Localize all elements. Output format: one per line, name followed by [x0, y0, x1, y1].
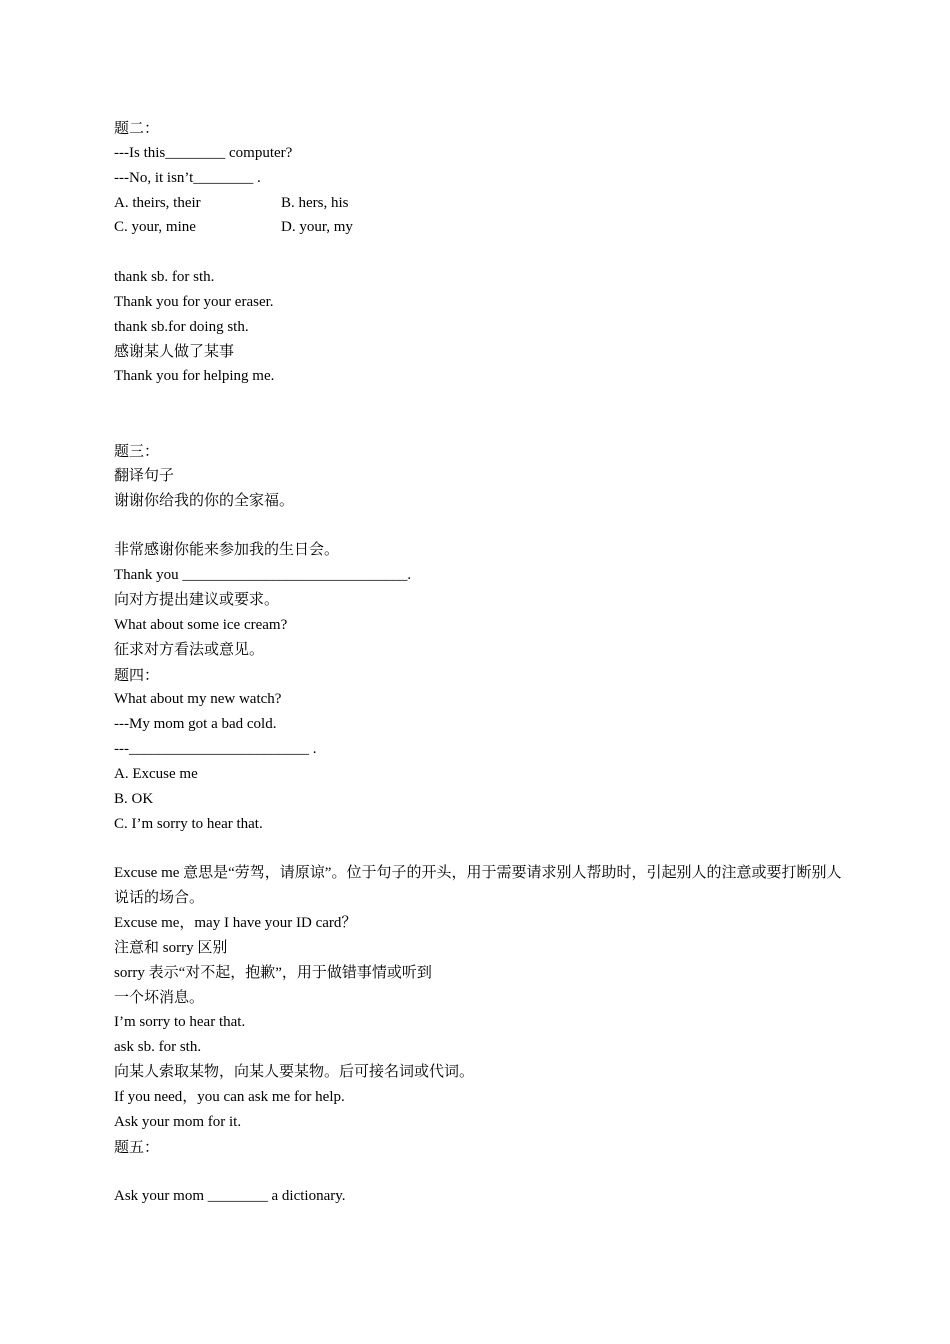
- document-body: [114, 116, 844, 1209]
- note-sorry-example: I’m sorry to hear that.: [114, 1014, 246, 1031]
- question-4-line-3: ---________________________ .: [114, 741, 317, 758]
- note-sorry-meaning-cont: 一个坏消息。: [114, 989, 205, 1006]
- question-3-title: 题三：: [114, 441, 160, 460]
- question-5-line-1: Ask your mom ________ a dictionary.: [114, 1188, 346, 1205]
- note-example-helping: Thank you for helping me.: [114, 368, 275, 385]
- note-ask-meaning: 向某人索取某物，向某人要某物。后可接名词或代词。: [114, 1064, 475, 1081]
- note-chinese-meaning: 感谢某人做了某事: [114, 343, 235, 360]
- question-4-option-c: C. I’m sorry to hear that.: [114, 815, 263, 832]
- note-sorry-meaning: sorry 表示“对不起，抱歉”，用于做错事情或听到: [114, 964, 432, 981]
- question-4-title: 题四：: [114, 665, 160, 684]
- question-3-answer-line: Thank you ______________________________.: [114, 567, 412, 584]
- question-2-line-2: ---No, it isn’t________ .: [114, 169, 261, 186]
- question-2-option-d: D. your, my: [281, 219, 353, 236]
- note-thank-for-doing: thank sb.for doing sth.: [114, 318, 249, 335]
- question-4-line-1: What about my new watch?: [114, 691, 282, 708]
- spacer: [114, 240, 844, 265]
- question-2-option-a: A. theirs, their: [114, 194, 201, 211]
- spacer: [114, 514, 844, 539]
- spacer: [114, 836, 844, 861]
- question-3-note-opinion: 征求对方看法或意见。: [114, 641, 265, 658]
- question-4-line-2: ---My mom got a bad cold.: [114, 716, 277, 733]
- question-2-options-row-2: [114, 215, 844, 240]
- question-3-sentence-1: 谢谢你给我的你的全家福。: [114, 492, 295, 509]
- question-4-option-b: B. OK: [114, 790, 154, 807]
- question-3-instruction: 翻译句子: [114, 467, 175, 484]
- question-2-option-b: B. hers, his: [281, 194, 349, 211]
- question-3-example: What about some ice cream?: [114, 616, 288, 633]
- question-3-note-suggestion: 向对方提出建议或要求。: [114, 592, 280, 609]
- spacer: [114, 389, 844, 414]
- note-example-eraser: Thank you for your eraser.: [114, 293, 274, 310]
- question-2-line-1: ---Is this________ computer?: [114, 144, 293, 161]
- question-2-options-row-1: [114, 191, 844, 216]
- spacer: [114, 1159, 844, 1184]
- note-ask-for-sth: ask sb. for sth.: [114, 1039, 202, 1056]
- note-excuse-me-explanation: Excuse me 意思是“劳驾，请原谅”。位于句子的开头，用于需要请求别人帮助时，引起别人的注意或要打断别人说话的场合。: [114, 865, 842, 907]
- question-3-sentence-2: 非常感谢你能来参加我的生日会。: [114, 542, 340, 559]
- question-2-title: 题二：: [114, 119, 160, 137]
- question-4-option-a: A. Excuse me: [114, 765, 198, 782]
- question-2-option-c: C. your, mine: [114, 219, 196, 236]
- note-sorry-difference: 注意和 sorry 区别: [114, 939, 228, 956]
- spacer: [114, 414, 844, 439]
- note-ask-example-1: If you need，you can ask me for help.: [114, 1088, 345, 1105]
- note-ask-example-2: Ask your mom for it.: [114, 1113, 242, 1130]
- question-5-title: 题五：: [114, 1137, 160, 1156]
- note-thank-for-sth: thank sb. for sth.: [114, 269, 215, 286]
- note-excuse-me-example: Excuse me，may I have your ID card？: [114, 915, 357, 931]
